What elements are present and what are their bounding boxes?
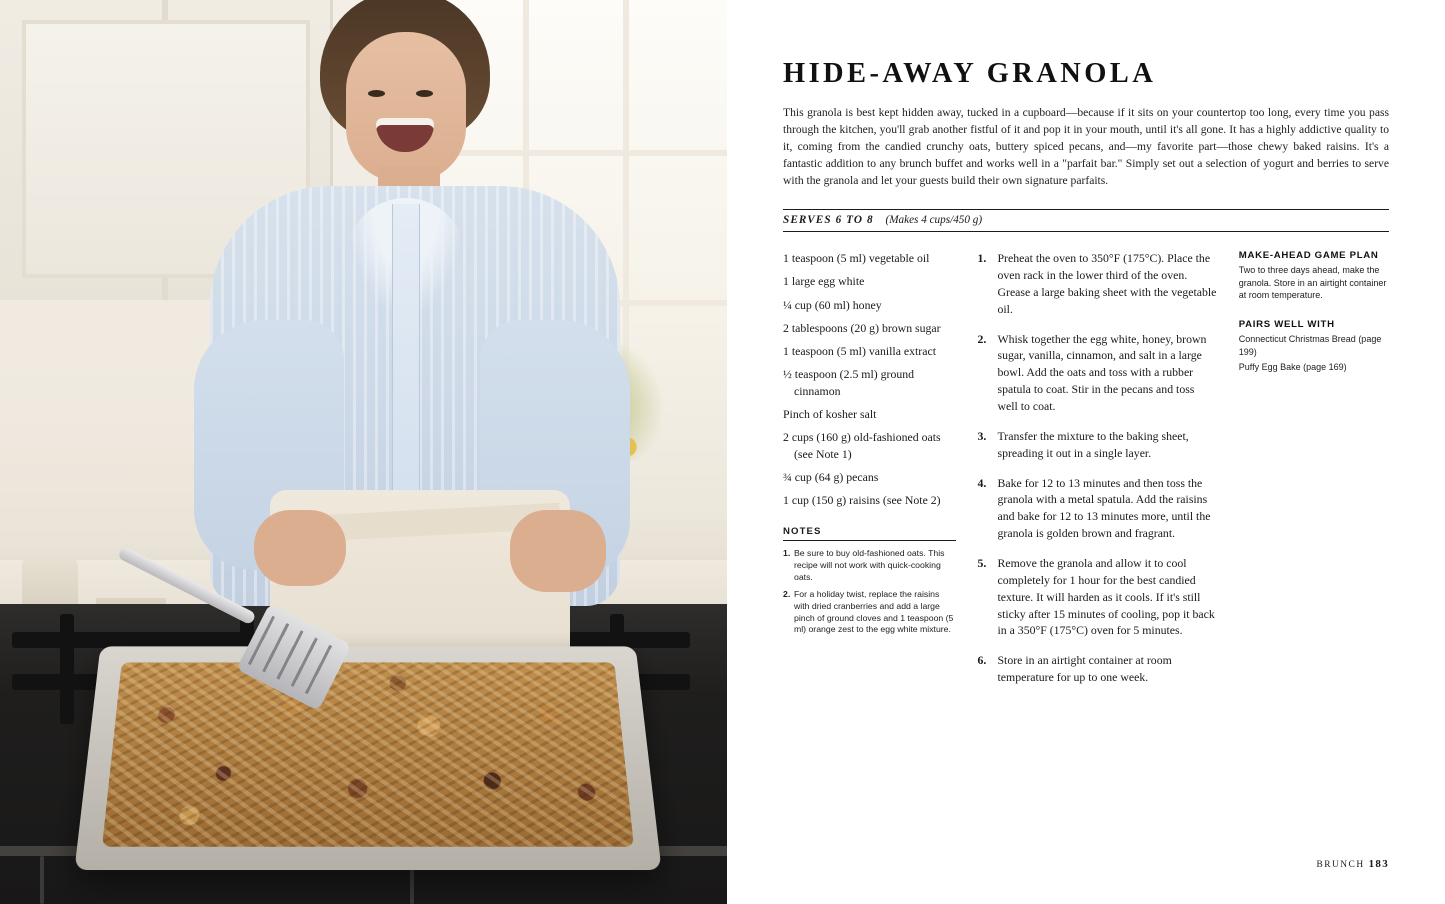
note-text: Be sure to buy old-fashioned oats. This recipe will not work with quick-cooking oats.	[794, 548, 945, 582]
ingredients-column	[783, 250, 956, 642]
face	[346, 32, 466, 182]
notes-heading: NOTES	[783, 526, 956, 541]
list-item: ¼ cup (60 ml) honey	[783, 297, 882, 312]
list-item	[978, 652, 1217, 686]
step-text: Store in an airtight container at room temperature for up to one week.	[997, 653, 1172, 685]
sidebar-column	[1239, 250, 1389, 391]
step-text: Preheat the oven to 350°F (175°C). Place the oven rack in the lower third of the oven. Grease a large baking sheet with the vegetable oil.	[997, 251, 1217, 316]
list-item: ½ teaspoon (2.5 ml) ground cinnamon	[783, 367, 915, 398]
step-number: 5.	[977, 556, 987, 571]
step-text: Remove the granola and allow it to cool completely for 1 hour for the best candied texture. It will harden as it cools. If it's still sticky after 15 minutes of cooling, pop it back in a 350°F (175°C) oven for 5 minutes.	[997, 556, 1215, 638]
step-number: 4.	[977, 475, 987, 490]
ingredients-list	[783, 250, 956, 508]
folio-section: BRUNCH	[1316, 860, 1365, 870]
shirt-placket	[392, 204, 420, 534]
step-number: 6.	[977, 653, 987, 668]
notes-list	[783, 548, 956, 636]
recipe-columns	[783, 250, 1389, 699]
list-item	[978, 428, 1217, 462]
step-number: 1.	[977, 251, 987, 266]
person	[150, 0, 670, 750]
step-number: 3.	[977, 428, 987, 443]
sheet-pan	[74, 646, 661, 870]
left-hand	[254, 510, 346, 586]
make-ahead-heading: MAKE-AHEAD GAME PLAN	[1238, 250, 1379, 262]
step-number: 2.	[977, 331, 987, 346]
note-number: 2.	[783, 589, 791, 600]
makes-label: (Makes 4 cups/450 g)	[885, 214, 983, 227]
pairs-with-heading: PAIRS WELL WITH	[1238, 319, 1335, 331]
steps-column	[978, 250, 1217, 699]
step-text: Bake for 12 to 13 minutes and then toss the granola with a metal spatula. Add the raisins and bake for 12 to 13 minutes more, until the granola is golden brown and fragrant.	[997, 475, 1211, 541]
page-folio	[1317, 858, 1389, 870]
step-text: Whisk together the egg white, honey, brown sugar, vanilla, cinnamon, and salt in a large bowl. Add the oats and toss with a rubber spatula to coat. Stir in the pecans and toss well to coat.	[997, 331, 1207, 414]
recipe-text-page	[727, 0, 1445, 904]
page-title: HIDE-AWAY GRANOLA	[783, 58, 1157, 89]
list-item	[978, 555, 1217, 639]
recipe-headnote: This granola is best kept hidden away, tucked in a cupboard—because if it sits on your countertop too long, every time you pass through the kitchen, you'll grab another fistful of it and pop it in your mouth, until it's all gone. It has a highly addictive quality to it, coming from the candied crunchy oats, buttery spiced pecans, and—my favorite part—those chewy baked raisins. It's a fantastic addition to any brunch buffet and works well in a "parfait bar." Simply set out a selection of yogurt and berries to serve with the granola and let your guests build their own signature parfaits.	[783, 106, 1389, 188]
note-number: 1.	[783, 548, 791, 559]
list-item: 1 teaspoon (5 ml) vegetable oil	[783, 251, 930, 266]
list-item: 1 large egg white	[783, 274, 865, 289]
note-text: For a holiday twist, replace the raisins with dried cranberries and add a large pinch of ground cloves and 1 teaspoon (5 ml) orange zest to the egg white mixture.	[794, 589, 954, 635]
right-hand	[510, 510, 606, 592]
list-item	[978, 475, 1217, 542]
list-item: Pinch of kosher salt	[783, 407, 877, 422]
make-ahead-body: Two to three days ahead, make the granola. Store in an airtight container at room temperature.	[1238, 265, 1387, 300]
list-item: 1 teaspoon (5 ml) vanilla extract	[783, 344, 936, 359]
list-item: 2 cups (160 g) old-fashioned oats (see Note 1)	[783, 430, 941, 461]
list-item: 2 tablespoons (20 g) brown sugar	[783, 320, 941, 335]
pairs-with-list	[1239, 333, 1389, 373]
list-item	[978, 331, 1217, 415]
list-item: ¾ cup (64 g) pecans	[783, 469, 879, 484]
list-item: Puffy Egg Bake (page 169)	[1238, 362, 1347, 373]
serves-label: SERVES 6 TO 8	[783, 214, 874, 227]
list-item: Connecticut Christmas Bread (page 199)	[1238, 334, 1382, 357]
list-item	[978, 250, 1217, 317]
step-text: Transfer the mixture to the baking sheet, spreading it out in a single layer.	[997, 428, 1189, 460]
folio-number: 183	[1368, 858, 1389, 870]
steps-list	[978, 250, 1217, 686]
list-item: 1 cup (150 g) raisins (see Note 2)	[783, 493, 941, 508]
yield-bar	[783, 209, 1389, 232]
list-item	[783, 589, 956, 636]
list-item	[783, 548, 956, 583]
